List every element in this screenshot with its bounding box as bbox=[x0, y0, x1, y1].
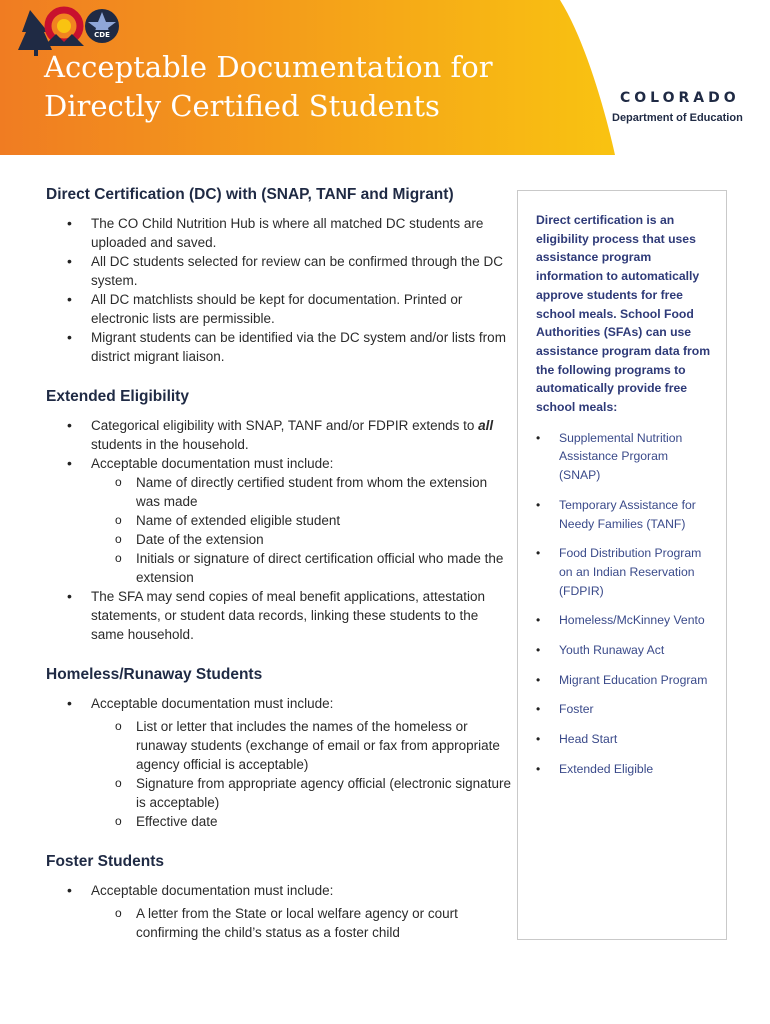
list-item bbox=[46, 416, 511, 454]
homeless-runaway-list bbox=[46, 694, 511, 831]
sub-list bbox=[91, 717, 511, 831]
list-item bbox=[46, 694, 511, 831]
extended-eligibility-list bbox=[46, 416, 511, 644]
program-item: • Foster bbox=[536, 700, 712, 719]
list-item bbox=[46, 881, 511, 942]
program-item: • Food Distribution Program on an Indian Reservation (FDPIR) bbox=[536, 544, 712, 600]
sub-list-item: o Name of directly certified student from whom the extension was made bbox=[91, 473, 511, 511]
list-item: • Migrant students can be identified via the DC system and/or lists from district migrant liaison. bbox=[46, 328, 511, 366]
list-item: • The CO Child Nutrition Hub is where all matched DC students are uploaded and saved. bbox=[46, 214, 511, 252]
sidebar-intro: Direct certification is an eligibility process that uses assistance program information to automatically approve students for free school meals. School Food Authorities (SFAs) can use assistance program data from the following programs to automatically provide free school meals: bbox=[536, 213, 711, 415]
program-item: • Youth Runaway Act bbox=[536, 641, 712, 660]
list-item bbox=[46, 454, 511, 587]
cde-badge-text: CDE bbox=[94, 31, 110, 39]
program-item: • Extended Eligible bbox=[536, 760, 712, 779]
sub-list-item: o Effective date bbox=[91, 812, 511, 831]
emphasis-text: all bbox=[478, 418, 494, 433]
list-item-text: Acceptable documentation must include: bbox=[91, 456, 334, 471]
program-item: • Homeless/McKinney Vento bbox=[536, 611, 712, 630]
section-heading-direct-certification: Direct Certification (DC) with (SNAP, TANF and Migrant) bbox=[46, 186, 454, 203]
sub-list-item: o Date of the extension bbox=[91, 530, 511, 549]
program-item: • Supplemental Nutrition Assistance Prgoram (SNAP) bbox=[536, 429, 712, 485]
foster-list bbox=[46, 881, 511, 942]
section-heading-homeless-runaway: Homeless/Runaway Students bbox=[46, 666, 263, 683]
sub-list-item: o List or letter that includes the names of the homeless or runaway students (exchange of email or fax from appropriate agency official is acceptable) bbox=[91, 717, 511, 774]
list-item: • The SFA may send copies of meal benefit applications, attestation statements, or student data records, linking these students to the same household. bbox=[46, 587, 511, 644]
list-item: • All DC students selected for review can be confirmed through the DC system. bbox=[46, 252, 511, 290]
direct-certification-list bbox=[46, 214, 511, 366]
list-item: • All DC matchlists should be kept for documentation. Printed or electronic lists are permissible. bbox=[46, 290, 511, 328]
section-heading-extended-eligibility: Extended Eligibility bbox=[46, 388, 189, 405]
main-content bbox=[46, 186, 511, 964]
program-item: • Temporary Assistance for Needy Families (TANF) bbox=[536, 496, 712, 533]
logo-department: Department of Education bbox=[612, 112, 743, 124]
sub-list bbox=[91, 473, 511, 587]
title-line-1: Acceptable Documentation for bbox=[44, 50, 493, 84]
list-item-text: Acceptable documentation must include: bbox=[91, 883, 334, 898]
sidebar-programs-box bbox=[517, 190, 727, 940]
sub-list bbox=[91, 904, 511, 942]
list-item-text: Categorical eligibility with SNAP, TANF and/or FDPIR extends to bbox=[91, 418, 479, 433]
section-heading-foster: Foster Students bbox=[46, 853, 164, 870]
colorado-cde-logo-icon bbox=[0, 0, 160, 96]
list-item-text: students in the household. bbox=[91, 437, 249, 452]
sub-list-item: o Signature from appropriate agency official (electronic signature is acceptable) bbox=[91, 774, 511, 812]
program-item: • Head Start bbox=[536, 730, 712, 749]
program-item: • Migrant Education Program bbox=[536, 671, 712, 690]
title-line-2: Directly Certified Students bbox=[44, 89, 440, 123]
sub-list-item: o Name of extended eligible student bbox=[91, 511, 511, 530]
program-list bbox=[536, 429, 712, 779]
logo-wordmark: COLORADO bbox=[620, 90, 740, 106]
header-banner bbox=[0, 0, 770, 155]
sub-list-item: o A letter from the State or local welfare agency or court confirming the child’s status as a foster child bbox=[91, 904, 511, 942]
sub-list-item: o Initials or signature of direct certification official who made the extension bbox=[91, 549, 511, 587]
list-item-text: Acceptable documentation must include: bbox=[91, 696, 334, 711]
